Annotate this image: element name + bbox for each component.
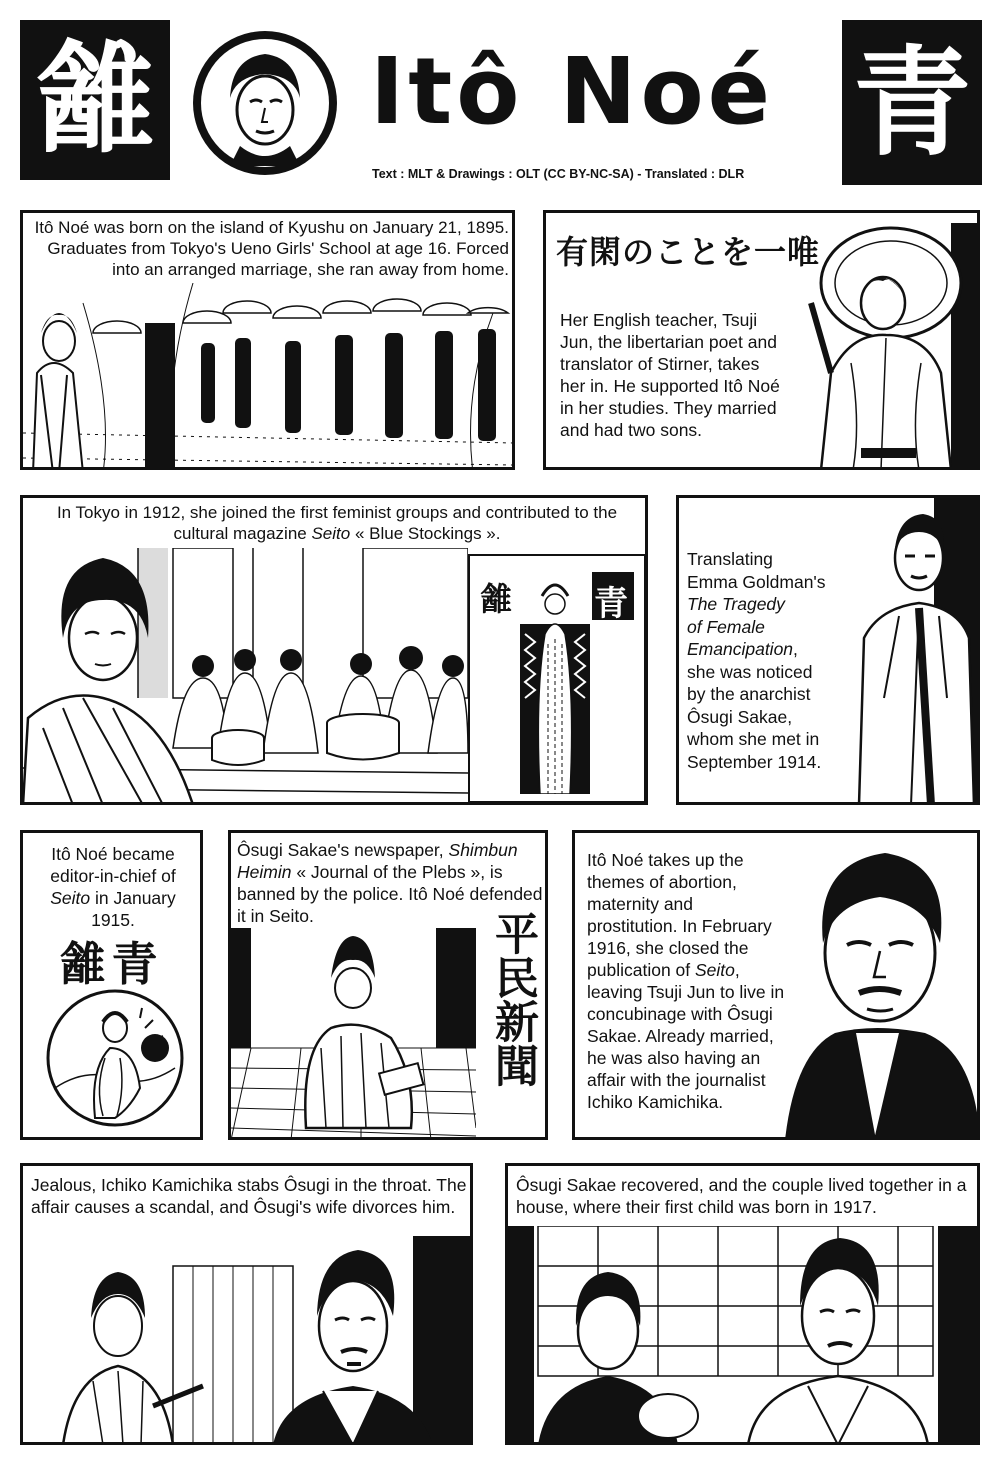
panel-tsuji-caption: Her English teacher, Tsuji Jun, the libertarian poet and translator of Stirner, takes her in. He supported Itô Noé in her studies. They married and had two sons.	[560, 310, 780, 440]
seito-cover-left-glyph: 䨄	[480, 580, 513, 618]
logo-left-glyph: 䨄	[35, 29, 155, 170]
panel-tsuji-jp-title: 有閑のことを一唯	[556, 233, 821, 271]
seito-cover-right-glyph: 青	[594, 584, 628, 624]
feminist-meeting-illustration	[23, 548, 468, 805]
goldman-line-7: September 1914.	[687, 751, 822, 772]
panel-editor-jp-title: 䨄青	[59, 937, 164, 991]
panel-seito-group	[20, 495, 648, 805]
goldman-line-4: by the anarchist	[687, 684, 811, 704]
panel-heimin-caption-a: Ôsugi Sakae's newspaper,	[237, 840, 449, 860]
panel-themes	[572, 830, 980, 1140]
goldman-line-1: Translating	[687, 549, 773, 569]
panel-editor-caption	[29, 843, 197, 931]
panel-editor-caption-b: in January 1915.	[90, 888, 176, 930]
panel-tsuji	[543, 210, 980, 470]
panel-seito-caption	[31, 502, 643, 544]
goldman-em-1: The Tragedy	[687, 594, 785, 614]
panel-stabbing-caption: Jealous, Ichiko Kamichika stabs Ôsugi in the throat. The affair causes a scandal, and Ôsugi's wife divorces him.	[31, 1174, 471, 1218]
goldman-line-6: whom she met in	[687, 729, 820, 749]
panel-heimin-jp-vertical: 平民新聞	[487, 911, 538, 1087]
panel-themes-caption-em: Seito	[695, 960, 735, 980]
seito-cover	[468, 554, 646, 803]
page-title: Itô Noé	[370, 38, 775, 145]
panel-goldman-caption	[687, 548, 837, 773]
panel-seito-caption-em: Seito	[311, 524, 351, 543]
panel-together-caption: Ôsugi Sakae recovered, and the couple lived together in a house, where their first child was born in 1917.	[516, 1174, 976, 1218]
panel-themes-caption-a: Itô Noé takes up the themes of abortion, maternity and prostitution. In February 1916, she closed the publication of	[587, 850, 772, 980]
osugi-standing-illustration	[839, 498, 980, 805]
panel-birth	[20, 210, 515, 470]
panel-heimin-caption-em: Shimbun Heimin	[237, 840, 518, 882]
goldman-line-2: Emma Goldman's	[687, 571, 826, 592]
panel-stabbing	[20, 1163, 473, 1445]
panel-birth-caption: Itô Noé was born on the island of Kyushu on January 21, 1895. Graduates from Tokyo's Ueno Girls' School at age 16. Forced into an arranged marriage, she ran away from home.	[29, 217, 509, 280]
author-portrait	[190, 28, 340, 178]
seito-circle-illustration	[45, 988, 185, 1128]
panel-heimin-caption-b: « Journal of the Plebs », is banned by the police. Itô Noé defended it in Seito.	[237, 862, 543, 926]
goldman-em-3-row: Emancipation,	[687, 639, 798, 659]
panel-editor	[20, 830, 203, 1140]
stabbing-illustration	[23, 1236, 473, 1445]
credits: Text : MLT & Drawings : OLT (CC BY-NC-SA) - Translated : DLR	[372, 167, 745, 181]
writing-woman-illustration	[231, 928, 476, 1140]
goldman-line-3: she was noticed	[687, 661, 813, 682]
panel-seito-caption-b: « Blue Stockings ».	[350, 524, 501, 543]
osugi-portrait-illustration	[775, 833, 980, 1140]
panel-editor-caption-em: Seito	[50, 888, 91, 908]
panel-seito-caption-a: In Tokyo in 1912, she joined the first feminist groups and contributed to the cultural magazine	[56, 503, 618, 543]
goldman-em-3: Emancipation	[687, 639, 794, 659]
seito-cover-figure	[520, 574, 590, 794]
goldman-line-5: Ôsugi Sakae,	[687, 706, 793, 727]
header-logo-right	[842, 20, 982, 185]
schoolgirls-illustration	[23, 283, 515, 470]
header-logo-left	[20, 20, 170, 180]
panel-themes-caption	[587, 849, 787, 1113]
logo-right-glyph: 青	[852, 32, 971, 172]
couple-illustration	[508, 1226, 980, 1445]
panel-goldman	[676, 495, 980, 805]
panel-together	[505, 1163, 980, 1445]
panel-heimin	[228, 830, 548, 1140]
goldman-em-2: of Female	[687, 616, 765, 637]
panel-editor-caption-a: Itô Noé became editor-in-chief of	[50, 844, 176, 886]
panel-themes-caption-b: , leaving Tsuji Jun to live in concubinage with Ôsugi Sakae. Already married, he was also having an affair with the journalist Ichiko Kamichika.	[587, 960, 785, 1112]
